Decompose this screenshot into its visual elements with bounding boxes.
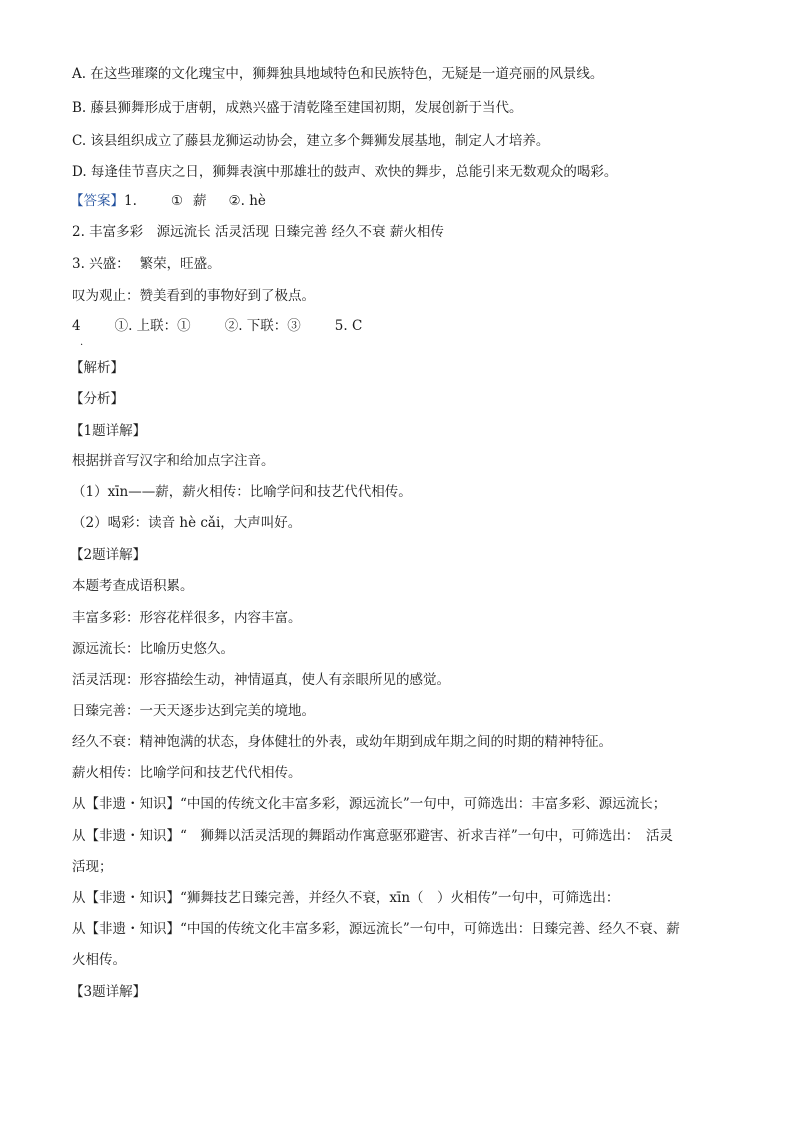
answer-q4-part1-mark: ① [114,318,129,334]
q2-detail-line: 从【非遗・知识】“中国的传统文化丰富多彩，源远流长”一句中，可筛选出：丰富多彩、源远流长； [72,796,667,812]
option-d: D. 每逢佳节喜庆之日，狮舞表演中那雄壮的鼓声、欢快的舞步，总能引来无数观众的喝彩。 [72,164,618,180]
answer-q1-part1-mark: ① [170,193,183,209]
q2-detail-line: 活灵活现：形容描绘生动，神情逼真，使人有亲眼所见的感觉。 [72,672,450,688]
q2-detail-line: 从【非遗・知识】“狮舞技艺日臻完善，并经久不衰，xīn（ ）火相传”一句中，可筛选出： [72,890,620,906]
answer-q4-part1-value: . 上联：① [128,318,191,334]
q2-detail-line: 源远流长：比喻历史悠久。 [72,641,234,657]
q1-detail-line: 根据拼音写汉字和给加点字注音。 [72,453,275,469]
answer-q4-part2-value: . 下联：③ [238,318,301,334]
q1-detail-line: （1）xīn——薪，薪火相传：比喻学问和技艺代代相传。 [72,484,412,500]
analysis-fenxi-heading: 【分析】 [70,391,124,407]
q3-detail-heading: 【3题详解】 [70,984,147,1000]
answer-q4-q5-line [72,316,362,336]
q2-detail-line: 薪火相传：比喻学问和技艺代代相传。 [72,765,302,781]
q2-detail-line: 活现； [72,859,113,875]
answer-q3-line1 [72,254,221,274]
q2-detail-line: 丰富多彩：形容花样很多，内容丰富。 [72,610,302,626]
answer-q5: 5. C [334,318,363,334]
option-c: C. 该县组织成立了藤县龙狮运动协会，建立多个舞狮发展基地，制定人才培养。 [72,133,550,149]
q2-detail-line: 经久不衰：精神饱满的状态，身体健壮的外表，或幼年期到成年期之间的时期的精神特征。 [72,734,612,750]
q2-detail-heading: 【2题详解】 [70,547,147,563]
q2-detail-line: 从【非遗・知识】“中国的传统文化丰富多彩，源远流长”一句中，可筛选出：日臻完善、经久不衰、薪 [72,921,680,937]
option-a: A. 在这些璀璨的文化瑰宝中，狮舞独具地域特色和民族特色，无疑是一道亮丽的风景线。 [72,66,604,82]
answer-q4-num: 4 [72,318,81,334]
option-b: B. 藤县狮舞形成于唐朝，成熟兴盛于清乾隆至建国初期，发展创新于当代。 [72,100,523,116]
q2-detail-line: 从【非遗・知识】“ 狮舞以活灵活现的舞蹈动作寓意驱邪避害、祈求吉祥”一句中，可筛选出： 活灵 [72,828,674,844]
answer-q3-term: 3. 兴盛： [72,256,130,272]
answer-tag: 【答案】 [70,193,124,209]
answer-q1-line [70,191,266,211]
answer-q3-line2: 叹为观止：赞美看到的事物好到了极点。 [72,288,315,304]
answer-q1-num: 1. [124,193,137,209]
q2-detail-line: 本题考查成语积累。 [72,578,194,594]
stray-dot: . [80,337,84,348]
q1-detail-line: （2）喝彩：读音 hè cǎi，大声叫好。 [72,515,302,531]
answer-q4-part2-mark: ② [224,318,239,334]
answer-q1-part2-value: . hè [240,193,266,209]
q1-detail-heading: 【1题详解】 [70,423,147,439]
answer-q3-definition: 繁荣，旺盛。 [139,256,221,272]
answer-q1-part2-mark: ② [228,193,241,209]
answer-q1-part1-value: 薪 [193,193,207,209]
q2-detail-line: 火相传。 [72,952,126,968]
analysis-tag: 【解析】 [70,360,124,376]
answer-q2: 2. 丰富多彩 源远流长 活灵活现 日臻完善 经久不衰 薪火相传 [72,224,444,240]
q2-detail-line: 日臻完善：一天天逐步达到完美的境地。 [72,703,315,719]
